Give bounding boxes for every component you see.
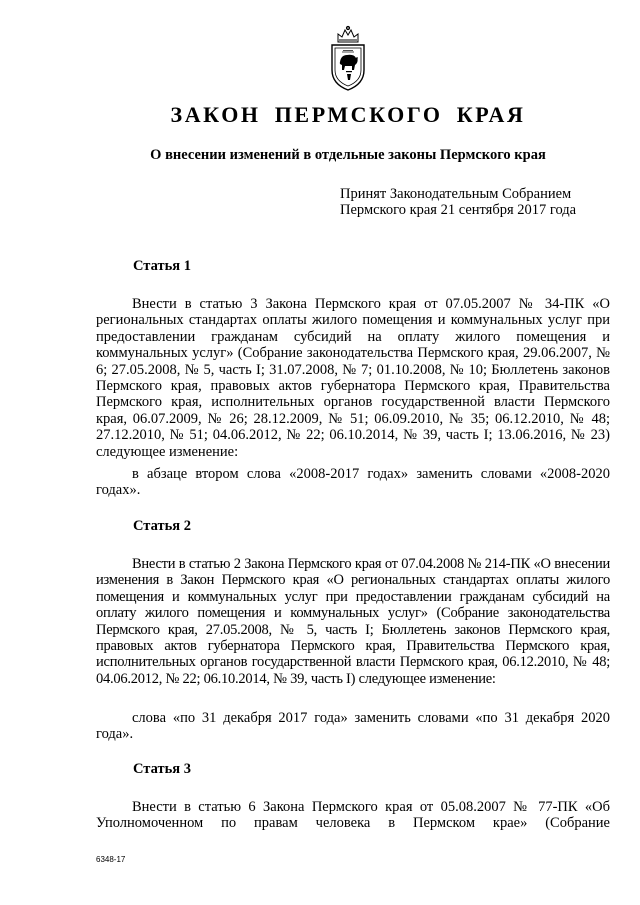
article-3-heading: Статья 3 (133, 761, 191, 777)
article-2-paragraph-1: Внести в статью 2 Закона Пермского края от 07.04.2008 № 214-ПК «О внесении изменения в Закон Пермского края «О региональных стандартах оплаты жилого помещения и коммунальных услуг при предоставлении гражданам субсидий на оплату жилого помещения и коммунальных услуг» (Собрание законодательства Пермского края, 27.05.2008, № 5, часть I; Бюллетень законов Пермского края, правовых актов губернатора Пермского края, Правительства Пермского края, исполнительных органов государственной власти Пермского края, 06.12.2010, № 48; 04.06.2012, № 22; 06.10.2014, № 39, часть I) следующее изменение: (96, 556, 610, 687)
adoption-note-line-2: Пермского края 21 сентября 2017 года (340, 202, 577, 218)
adoption-note (340, 186, 576, 218)
perm-krai-coat-of-arms-icon (328, 24, 368, 92)
article-2-heading: Статья 2 (133, 518, 191, 534)
article-1-heading: Статья 1 (133, 258, 191, 274)
law-subtitle: О внесении изменений в отдельные законы Пермского края (150, 147, 546, 163)
law-title: ЗАКОН ПЕРМСКОГО КРАЯ (170, 102, 526, 127)
article-2-paragraph-2: слова «по 31 декабря 2017 года» заменить словами «по 31 декабря 2020 года». (96, 710, 610, 743)
article-1-paragraph-1: Внести в статью 3 Закона Пермского края от 07.05.2007 № 34-ПК «О региональных стандартах оплаты жилого помещения и коммунальных услуг при предоставлении гражданам субсидий на оплату жилого помещения и коммунальных услуг» (Собрание законодательства Пермского края, 29.06.2007, № 6; 27.05.2008, № 5, часть I; 31.07.2008, № 7; 01.10.2008, № 10; Бюллетень законов Пермского края, правовых актов губернатора Пермского края, Правительства Пермского края, исполнительных органов государственной власти Пермского края, 06.07.2009, № 26; 28.12.2009, № 51; 06.09.2010, № 35; 06.12.2010, № 48; 27.12.2010, № 51; 04.06.2012, № 22; 06.10.2014, № 39, часть I; 13.06.2016, № 23) следующее изменение: (96, 296, 610, 460)
adoption-note-line-1: Принят Законодательным Собранием (340, 186, 572, 202)
article-3-paragraph-1: Внести в статью 6 Закона Пермского края от 05.08.2007 № 77-ПК «Об Уполномоченном по правам человека в Пермском крае» (Собрание (96, 799, 610, 832)
document-code: 6348-17 (96, 855, 126, 864)
article-1-paragraph-2: в абзаце втором слова «2008-2017 годах» заменить словами «2008-2020 годах». (96, 466, 610, 499)
